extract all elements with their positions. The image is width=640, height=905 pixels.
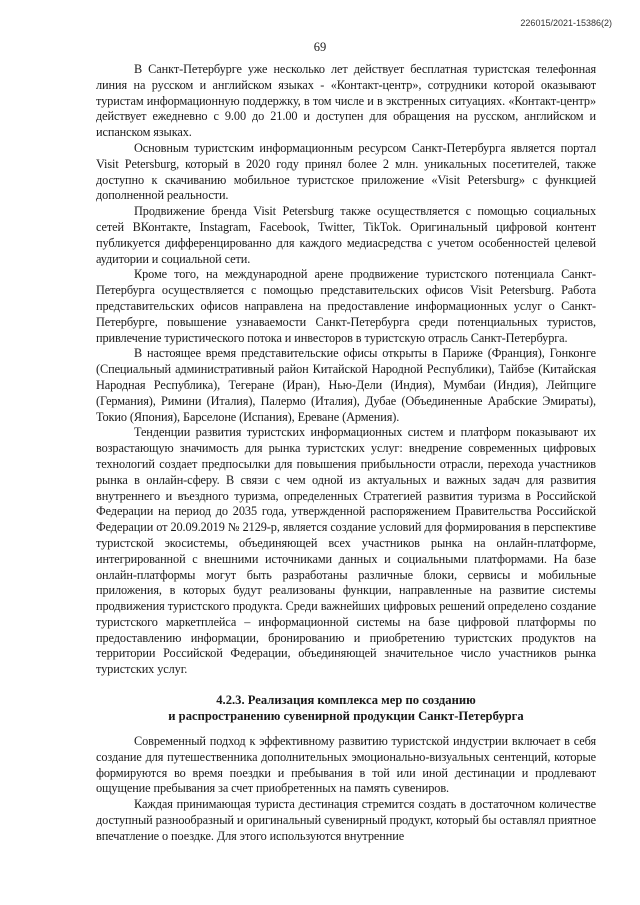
- section-heading-line2: и распространению сувенирной продукции Санкт-Петербурга: [168, 709, 524, 724]
- paragraph-representative-offices: Кроме того, на международной арене продвижение туристского потенциала Санкт-Петербурга осуществляется с помощью представительских офисов Visit Petersburg. Работа представительских офисов направлена на предоставление информационных услуг о Санкт-Петербурге, повышение узнаваемости Санкт-Петербурга среди потенциальных туристов, привлечение туристического потока и инвесторов в туристскую отрасль Санкт-Петербурга.: [96, 267, 596, 345]
- section-heading-line1: 4.2.3. Реализация комплекса мер по созданию: [216, 693, 476, 708]
- document-body: [96, 62, 596, 845]
- paragraph-social-networks: Продвижение бренда Visit Petersburg также осуществляется с помощью социальных сетей ВКонтакте, Instagram, Facebook, Twitter, TikTok. Оригинальный цифровой контент публикуется дифференцированно для каждого медиасредства с учетом особенностей целевой аудитории и социальной сети.: [96, 204, 596, 266]
- paragraph-contact-center: В Санкт-Петербурге уже несколько лет действует бесплатная туристская телефонная линия на русском и английском языках - «Контакт-центр», сотрудники которой оказывают туристам информационную поддержку, в том числе и в экстренных ситуациях. «Контакт-центр» действует ежедневно с 9.00 до 21.00 и доступен для обращения на русском, английском и испанском языках.: [96, 62, 596, 140]
- paragraph-office-locations: В настоящее время представительские офисы открыты в Париже (Франция), Гонконге (Специальный административный район Китайской Народной Республики), Тайбэе (Китайская Народная Республика), Тегеране (Иран), Нью-Дели (Индия), Мумбаи (Индия), Лейпциге (Германия), Римини (Италия), Палермо (Италия), Дубае (Объединенные Арабские Эмираты), Токио (Япония), Барселоне (Испания), Ереване (Армения).: [96, 346, 596, 424]
- paragraph-visit-petersburg-portal: Основным туристским информационным ресурсом Санкт-Петербурга является портал Visit Petersburg, который в 2020 году принял более 2 млн. уникальных посетителей, также доступно к скачиванию мобильное туристское приложение «Visit Petersburg» с функцией дополненной реальности.: [96, 140, 596, 203]
- paragraph-modern-approach: Современный подход к эффективному развитию туристской индустрии включает в себя создание для путешественника дополнительных эмоционально-визуальных сентенций, которые формируются во время поездки и пребывания в той или иной дестинации и продлевают ощущение пребывания за счет приобретенных на память сувениров.: [96, 734, 596, 796]
- document-number: 226015/2021-15386(2): [520, 18, 612, 28]
- page-number: 69: [313, 40, 327, 54]
- paragraph-destination-souvenirs: Каждая принимающая туриста дестинация стремится создать в достаточном количестве доступный разнообразный и оригинальный сувенирный продукт, который бы оставлял приятное впечатление о поездке. Для этого используются внутренние: [96, 797, 596, 843]
- section-heading: [96, 692, 596, 724]
- paragraph-information-systems: Тенденции развития туристских информационных систем и платформ показывают их возрастающую значимость для рынка туристских услуг: внедрение современных цифровых технологий создает предпосылки для повышения прибыльности отрасли, перехода участников рынка в онлайн-сферу. В связи с чем одной из актуальных и важных задач для развития внутреннего и въездного туризма, определенных Стратегией развития туризма в Российской Федерации на период до 2035 года, утвержденной распоряжением Правительства Российской Федерации от 20.09.2019 № 2129-р, является создание условий для формирования в перспективе туристской экосистемы, объединяющей всех участников рынка на онлайн-платформе, интегрированной с внешними источниками данных и социальными платформами. На базе онлайн-платформы могут быть разработаны различные блоки, сервисы и мобильные приложения, в которых будут реализованы функции, направленные на развитие системы продвижения туристского продукта. Среди важнейших цифровых решений определено создание туристского маркетплейса – информационной системы на базе цифровой платформы по предоставлению информации, бронированию и приобретению туристских продуктов на территории Российской Федерации, объединяющей значительное число участников рынка туристских услуг.: [96, 425, 596, 677]
